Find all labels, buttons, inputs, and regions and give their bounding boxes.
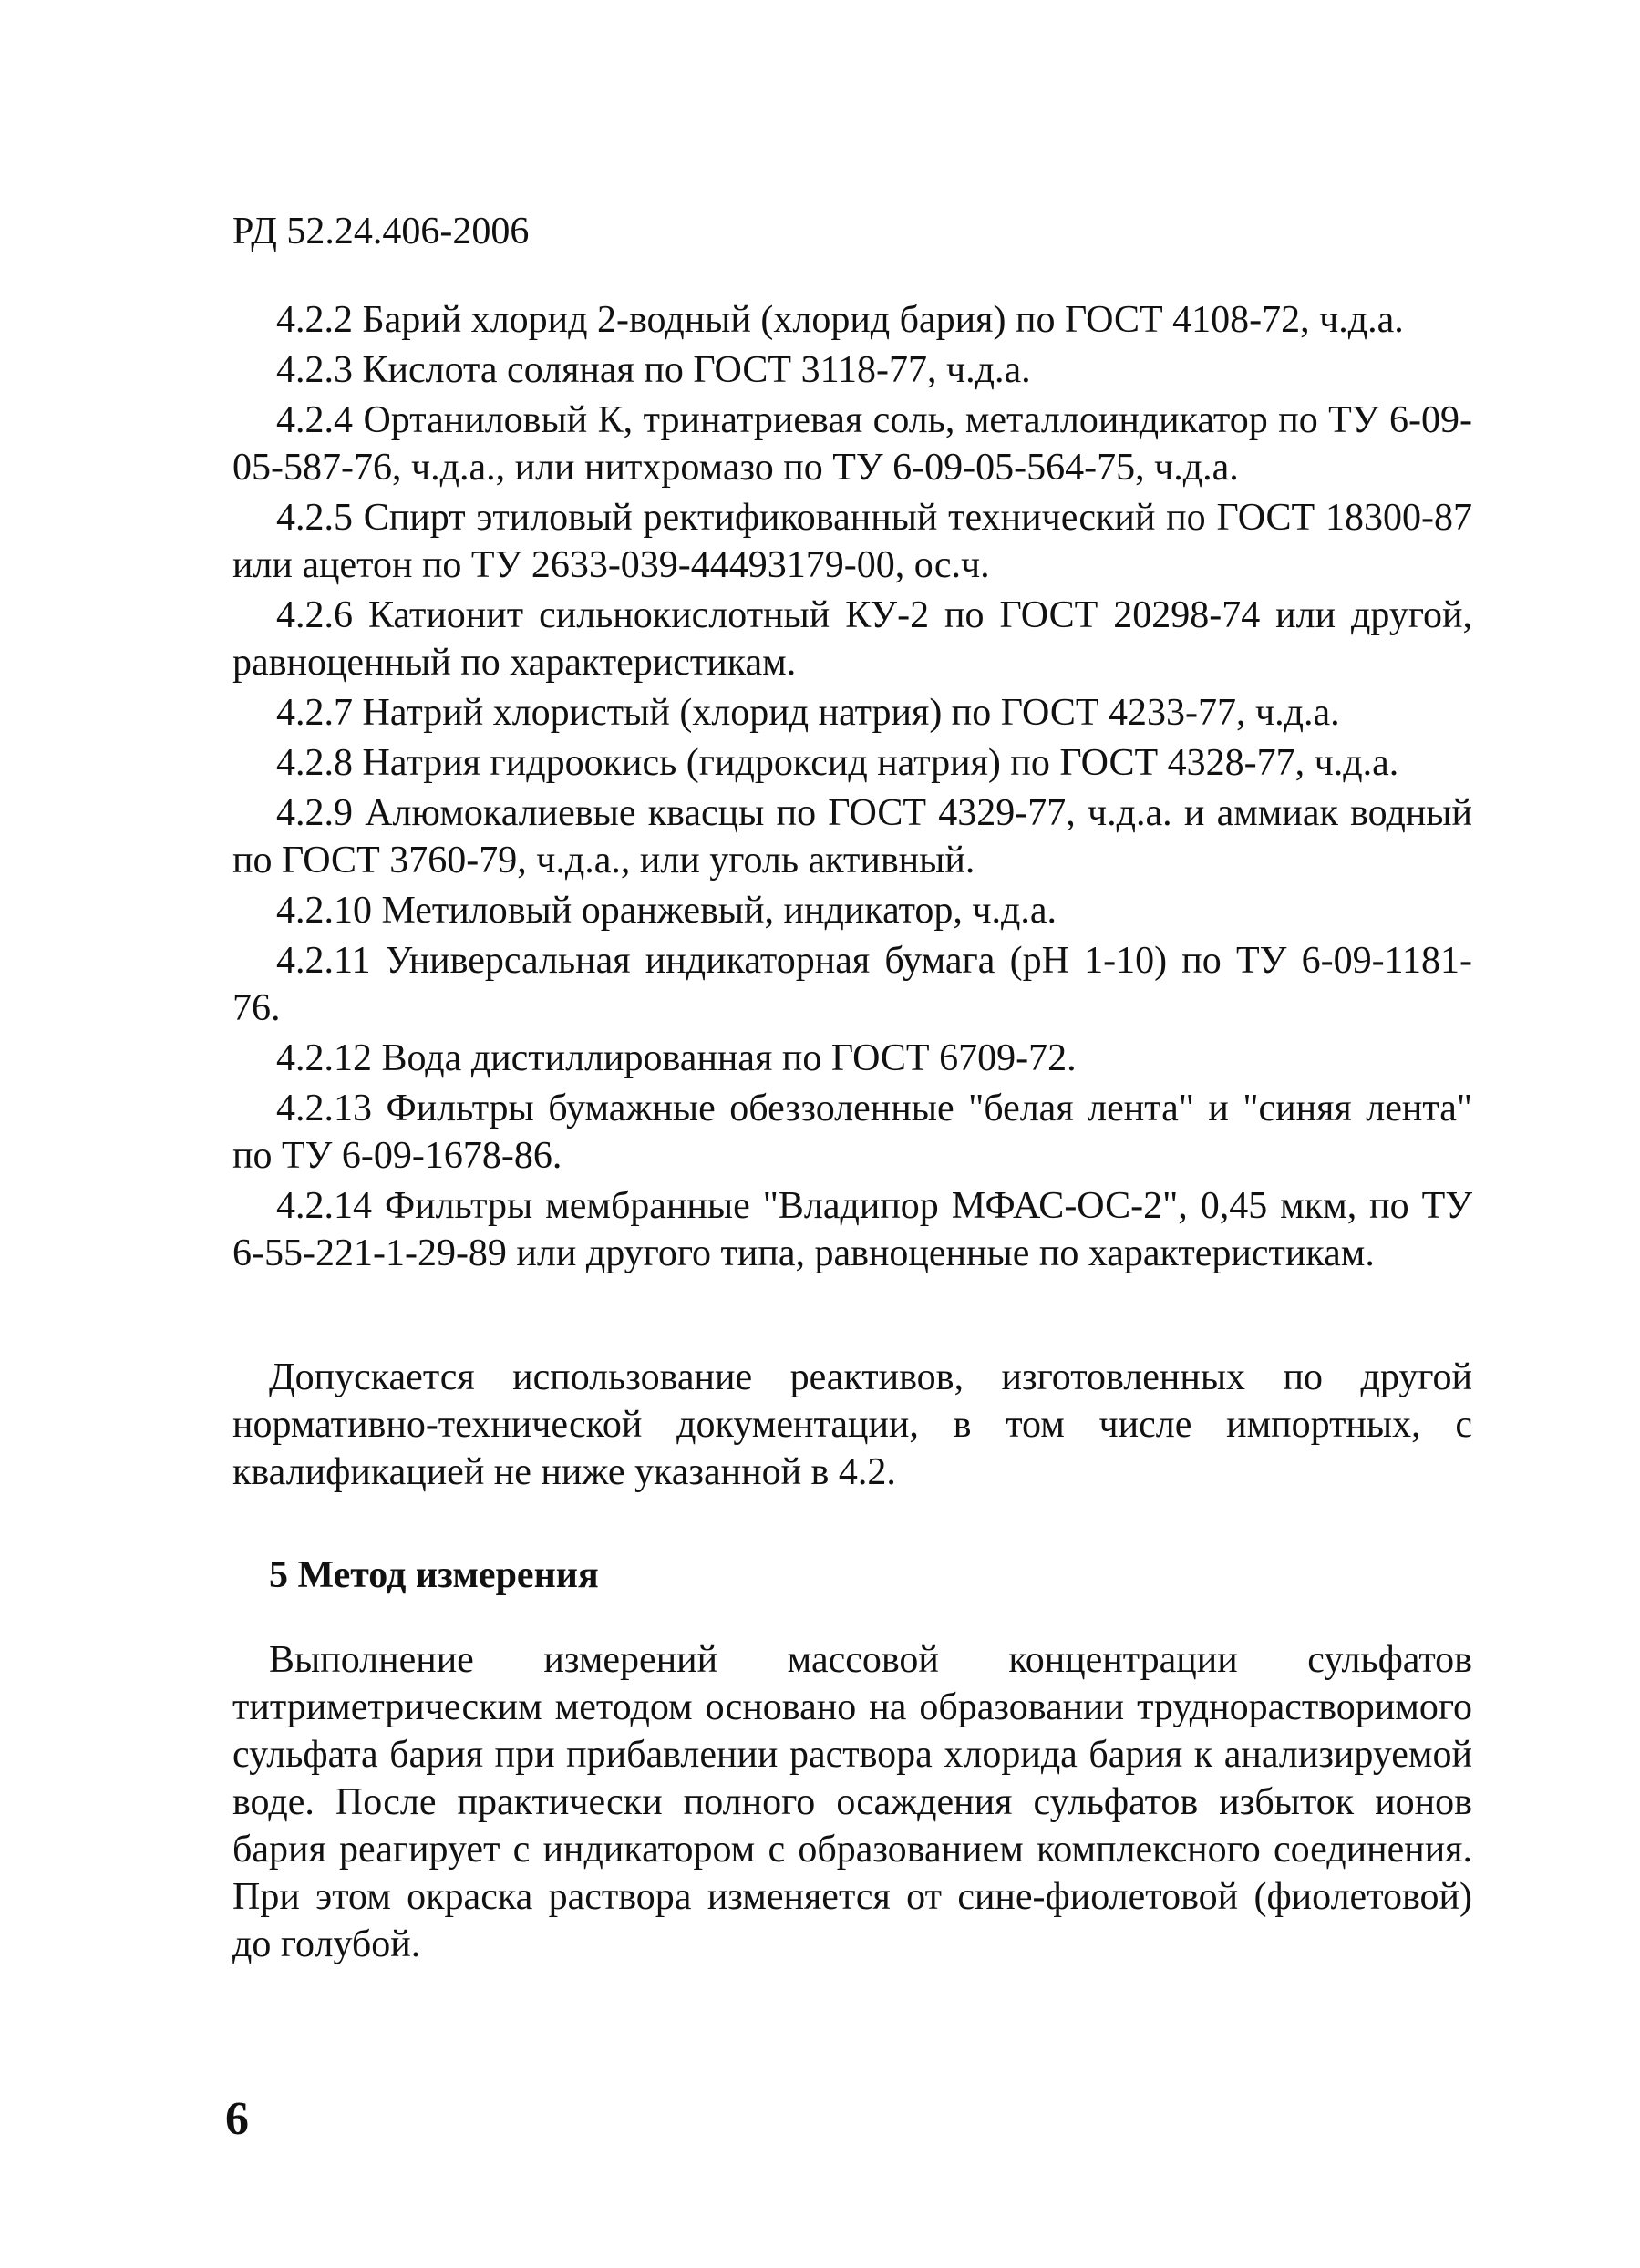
- list-item: 4.2.12 Вода дистиллированная по ГОСТ 6709-72.: [276, 1037, 1077, 1079]
- method-paragraph: Выполнение измерений массовой концентрации сульфатов титриметрическим методом основано на образовании труднорастворимого сульфата бария при прибавлении раствора хлорида бария к анализируемой воде. После практически полного осаждения сульфатов избыток ионов бария реагирует с индикатором с образованием комплексного соединения. При этом окраска раствора изменяется от сине-фиолетовой (фиолетовой) до голубой.: [232, 1639, 1472, 1965]
- section-title: 5 Метод измерения: [269, 1554, 599, 1596]
- document-code: РД 52.24.406-2006: [232, 211, 530, 253]
- list-item: 4.2.5 Спирт этиловый ректификованный технический по ГОСТ 18300-87 или ацетон по ТУ 2633-039-44493179-00, ос.ч.: [232, 497, 1472, 586]
- list-item: 4.2.2 Барий хлорид 2-водный (хлорид бария) по ГОСТ 4108-72, ч.д.а.: [276, 299, 1404, 341]
- list-item: 4.2.3 Кислота соляная по ГОСТ 3118-77, ч.д.а.: [276, 349, 1031, 391]
- list-item: 4.2.10 Метиловый оранжевый, индикатор, ч.д.а.: [276, 890, 1057, 932]
- list-item: 4.2.13 Фильтры бумажные обеззоленные "белая лента" и "синяя лента" по ТУ 6-09-1678-86.: [232, 1088, 1472, 1177]
- reagents-note: [232, 1354, 1472, 1496]
- list-item: 4.2.7 Натрий хлористый (хлорид натрия) по ГОСТ 4233-77, ч.д.а.: [276, 692, 1340, 734]
- note-paragraph: Допускается использование реактивов, изготовленных по другой нормативно-технической документации, в том числе импортных, с квалификацией не ниже указанной в 4.2.: [232, 1356, 1472, 1493]
- list-item: 4.2.14 Фильтры мембранные "Владипор МФАС-ОС-2", 0,45 мкм, по ТУ 6-55-221-1-29-89 или другого типа, равноценные по характеристикам.: [232, 1185, 1472, 1274]
- list-item: 4.2.11 Универсальная индикаторная бумага (рН 1-10) по ТУ 6-09-1181-76.: [232, 940, 1472, 1029]
- list-item: 4.2.9 Алюмокалиевые квасцы по ГОСТ 4329-77, ч.д.а. и аммиак водный по ГОСТ 3760-79, ч.д.а., или уголь активный.: [232, 792, 1472, 881]
- list-item: 4.2.6 Катионит сильнокислотный КУ-2 по ГОСТ 20298-74 или другой, равноценный по характеристикам.: [232, 594, 1472, 684]
- page-number: 6: [225, 2093, 249, 2145]
- list-item: 4.2.4 Ортаниловый К, тринатриевая соль, металлоиндикатор по ТУ 6-09-05-587-76, ч.д.а., или нитхромазо по ТУ 6-09-05-564-75, ч.д.а.: [232, 399, 1472, 489]
- method-description: [232, 1636, 1472, 1968]
- reagents-list: [232, 296, 1472, 1277]
- list-item: 4.2.8 Натрия гидроокись (гидроксид натрия) по ГОСТ 4328-77, ч.д.а.: [276, 742, 1399, 784]
